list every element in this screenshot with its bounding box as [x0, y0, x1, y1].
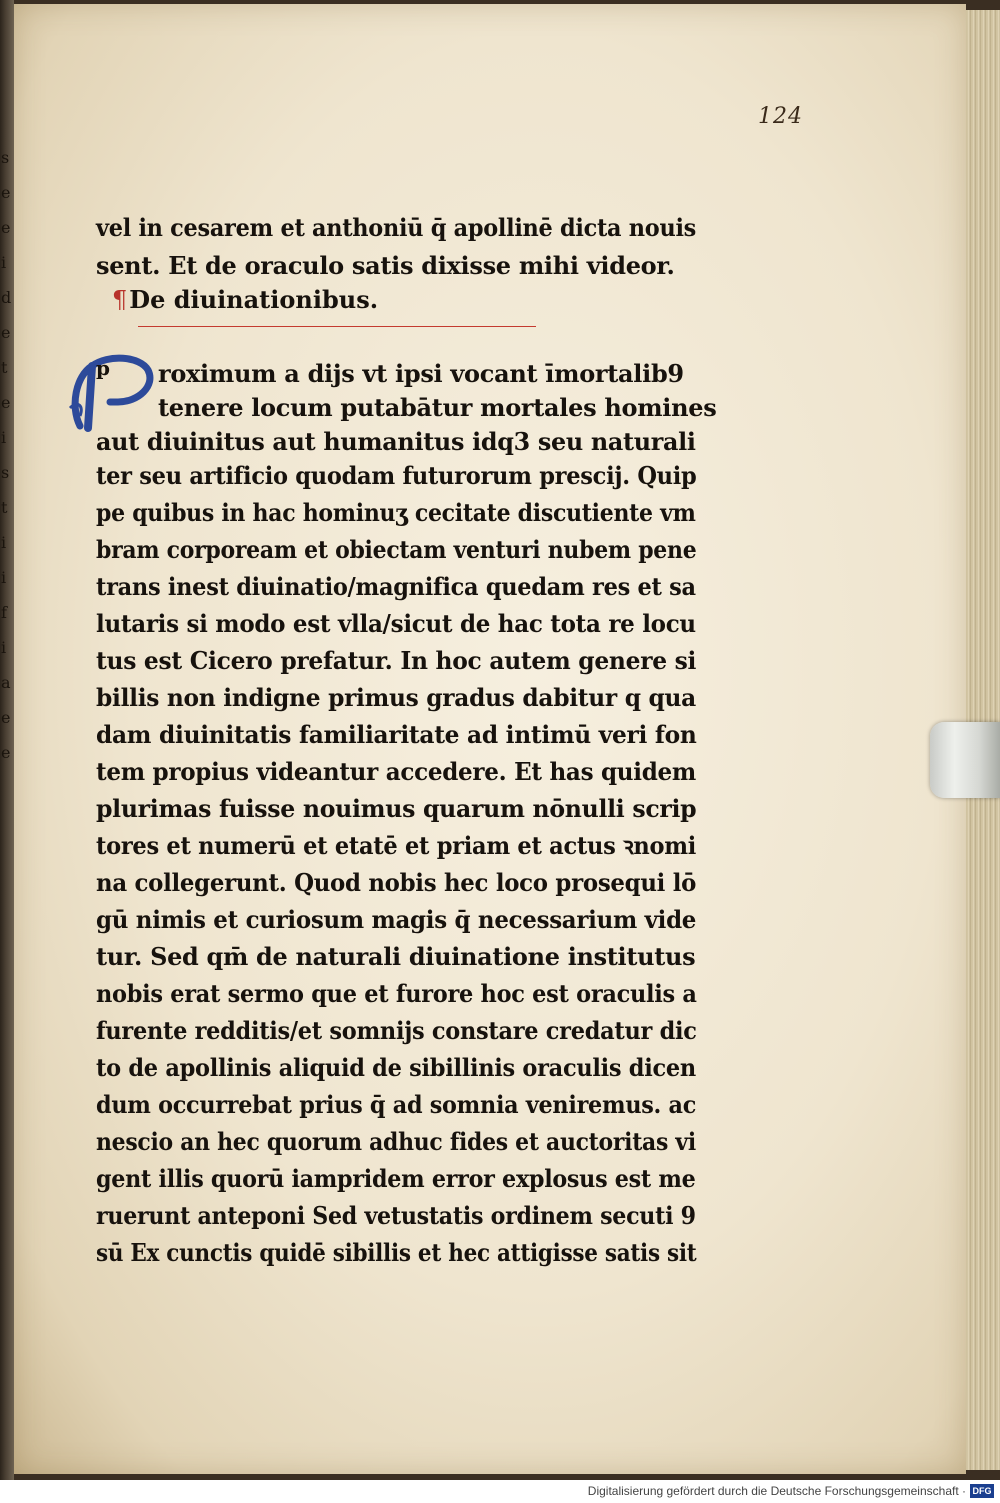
text-line: ruerunt anteponi Sed vetustatis ordinem secuti 9: [96, 1201, 696, 1230]
text-line: gū nimis et curiosum magis q̄ necessarium vide: [96, 905, 697, 934]
text-line: nobis erat sermo que et furore hoc est oraculis a: [96, 979, 697, 1008]
heading-rule: [138, 326, 536, 327]
folio-number: 124: [758, 104, 803, 129]
decorated-initial-icon: [62, 346, 162, 436]
previous-leaf-edge: [0, 0, 14, 1480]
text-line: tem propius videantur accedere. Et has quidem: [96, 757, 697, 786]
text-line: pe quibus in hac hominuʒ cecitate discutiente vm: [96, 498, 696, 527]
text-line: tur. Sed qm̄ de naturali diuinatione institutus: [96, 942, 696, 971]
text-line: billis non indigne primus gradus dabitur q qua: [96, 683, 697, 712]
text-line: sent. Et de oraculo satis dixisse mihi videor.: [96, 251, 675, 280]
guide-letter: p: [96, 356, 110, 380]
funding-credit: Digitalisierung gefördert durch die Deutsche Forschungsgemeinschaft ·: [587, 1484, 966, 1498]
text-line: furente redditis/et somnijs constare credatur dic: [96, 1016, 697, 1045]
text-line: bram corpoream et obiectam venturi nubem pene: [96, 535, 697, 564]
text-line: tenere locum putabātur mortales homines: [158, 393, 717, 422]
text-line: dam diuinitatis familiaritate ad intimū veri fon: [96, 720, 697, 749]
text-line: roximum a dijs vt ipsi vocant īmortalib9: [158, 359, 684, 388]
text-line: sū Ex cunctis quidē sibillis et hec attigisse satis sit: [96, 1238, 697, 1267]
heading-text: De diuinationibus.: [129, 285, 379, 314]
page-clip: [930, 722, 1000, 798]
dfg-logo: DFG: [970, 1484, 994, 1498]
text-line: tores et numerū et etatē et priam et actus ꝛnomi: [96, 831, 697, 860]
text-line: nescio an hec quorum adhuc fides et auctoritas vi: [96, 1127, 696, 1156]
section-heading: [112, 282, 378, 318]
previous-leaf-text: s e e i d e t e i s t i i f i a e e: [1, 148, 12, 762]
text-line: aut diuinitus aut humanitus idq3 seu naturali: [96, 427, 696, 456]
text-line: plurimas fuisse nouimus quarum nōnulli scrip: [96, 794, 697, 823]
paragraph-mark: ¶: [112, 286, 128, 314]
text-line: na collegerunt. Quod nobis hec loco prosequi lō: [96, 868, 697, 897]
text-line: to de apollinis aliquid de sibillinis oraculis dicen: [96, 1053, 696, 1082]
text-line: dum occurrebat prius q̄ ad somnia veniremus. ac: [96, 1090, 697, 1119]
text-line: ter seu artificio quodam futurorum prescij. Quip: [96, 461, 697, 490]
text-line: lutaris si modo est vlla/sicut de hac tota re locu: [96, 609, 696, 638]
text-line: vel in cesarem et anthoniū q̄ apollinē dicta nouis: [96, 213, 697, 242]
footer-strip: [0, 1480, 1000, 1503]
text-line: tus est Cicero prefatur. In hoc autem genere si: [96, 646, 697, 675]
text-line: gent illis quorū iampridem error explosus est me: [96, 1164, 696, 1193]
text-line: trans inest diuinatio/magnifica quedam res et sa: [96, 572, 696, 601]
